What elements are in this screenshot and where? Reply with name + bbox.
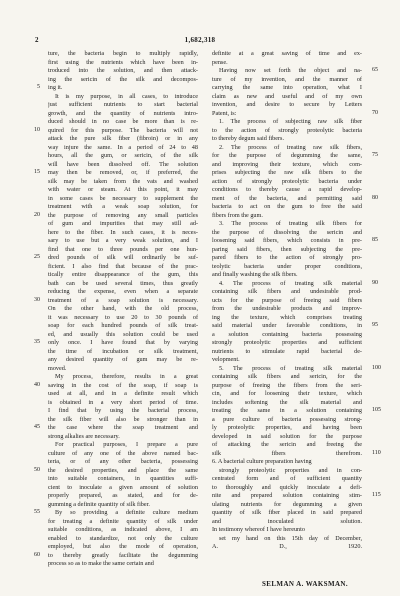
text-line: By so providing a definite culture medium (55, 509, 198, 516)
text-line: strongly proteolytic properties and sufficient (212, 339, 362, 346)
text-line: tically entire disappearance of the gum, this (48, 271, 198, 278)
text-line: to thoroughly and quickly inoculate a defi- (212, 483, 362, 491)
line-number: 115 (372, 492, 381, 498)
text-line: 5. The process of treating silk material (219, 364, 362, 372)
text-line: enabled to standardize, not only the culture (48, 534, 198, 542)
line-number: 20 (34, 211, 40, 218)
text-line: suitable conditions, as indicated above, I am (48, 526, 198, 533)
text-line: reducing the expense, even when a separate (48, 288, 198, 295)
text-line: hours, all the gum, or sericin, of the silk (48, 152, 198, 159)
line-number: 40 (34, 381, 40, 388)
text-line: In testimony whereof I have hereunto (212, 526, 305, 533)
line-number: 50 (34, 466, 40, 473)
text-line: developed in said solution for the purpose (212, 432, 362, 440)
line-number: 35 (34, 339, 40, 345)
text-line: action of strongly proteolytic bacteria under (212, 177, 362, 185)
text-line: just sufficient nutrients to start bacterial (48, 101, 198, 108)
text-line: It is my purpose, in all cases, to introduce (55, 92, 198, 100)
line-number: 60 (34, 551, 40, 558)
text-line: teria, or of any other bacteria, possessing (48, 458, 198, 465)
text-line: ucts for the purpose of freeing said fibers (212, 296, 362, 304)
text-line: 6. A bacterial culture preparation having (212, 458, 312, 465)
text-line: pared fibers to the action of strongly pro- (212, 254, 362, 261)
text-line: gumming a definite quantity of silk fiber. (48, 500, 150, 508)
line-number: 70 (372, 109, 378, 116)
text-line: is obtained in a very short period of time. (48, 398, 198, 406)
right-text-column (212, 50, 362, 552)
text-line: ture of my invention, and the manner of (212, 75, 362, 83)
text-line: process so as to make the same certain and (48, 560, 154, 567)
text-line: with water or steam. At this point, it may (48, 186, 198, 193)
text-line: may then be removed, or, if preferred, the (48, 169, 198, 176)
text-line: will have been dissolved off. The solution (48, 160, 198, 168)
text-line: treatment of a soap solution is necessary. (48, 296, 198, 304)
text-line: soap for each hundred pounds of silk treat- (48, 322, 198, 329)
text-line: silk fibers therefrom. (212, 449, 362, 457)
text-line: On the other hand, with the old process, (48, 305, 198, 312)
text-line: to the action of strongly proteolytic bacteria (212, 126, 362, 134)
text-line: quantity of silk fiber placed in said prepared (212, 509, 362, 516)
text-line: culture of any one of the above named bac- (48, 449, 198, 457)
text-line: claim as new and useful and of my own (212, 92, 362, 100)
patent-number: 1,682,318 (184, 36, 216, 44)
line-number: 65 (372, 67, 378, 73)
text-line: Patent, is: (212, 109, 237, 117)
text-line: carrying the same into operation, what I (212, 84, 362, 91)
text-line: treatment with a weak soap solution, for (48, 203, 198, 210)
page-number: 2 (35, 36, 39, 44)
text-line: quired for this purpose. The bacteria will not (48, 126, 198, 134)
text-line: attack the pure silk fiber (fibroin) or in any (48, 135, 198, 142)
text-line: to thereby greatly facilitate the degumming (48, 551, 198, 559)
text-line: dred pounds of silk will ordinarily be suf- (48, 254, 198, 261)
text-line: loosening said fibers, which consists in pre- (212, 237, 362, 244)
text-line: the silk fiber will also be stronger than in (48, 415, 198, 423)
line-number: 110 (372, 449, 381, 456)
text-line: and finally washing the silk fibers. (212, 271, 298, 278)
text-line: ulating nutrients for degumming a given (212, 500, 362, 508)
text-line: strong alkalies are necessary. (48, 432, 120, 440)
text-line: A. D., 1920. (212, 543, 362, 550)
text-line: nutrients to stimulate rapid bacterial de- (212, 347, 362, 355)
text-line: only once. I have found that by varying (48, 339, 198, 346)
text-line: any desired quantity of gum may be re- (48, 356, 198, 363)
text-line: the desired properties, and place the same (48, 466, 198, 474)
line-number: 10 (34, 126, 40, 133)
text-line: silk may be taken from the vats and washed (48, 177, 198, 185)
text-line: 1. The process of subjecting raw silk fiber (219, 118, 362, 125)
text-line: here to the fiber. In such cases, it is neces- (48, 228, 198, 236)
text-line: definite at a great saving of time and ex- (212, 50, 362, 57)
text-line: cin, and for loosening their texture, which (212, 390, 362, 397)
text-line: cient to inoculate a given amount of solution (48, 483, 198, 491)
text-line: purpose of freeing the fibers from the seri- (212, 381, 362, 389)
line-number: 5 (37, 84, 40, 90)
text-line: way injure the same. In a period of 24 to 48 (48, 143, 198, 151)
line-number: 90 (372, 279, 378, 286)
text-line: includes softening the silk material and (212, 398, 362, 406)
text-line: used at all, and in a definite result which (48, 390, 198, 397)
text-line: properly prepared, as stated, and for de- (48, 492, 198, 499)
text-line: the time of incubation or silk treatment, (48, 347, 198, 355)
line-number: 105 (372, 407, 381, 413)
text-line: of attacking the sericin and freeing the (212, 441, 362, 448)
text-line: centrated form and of sufficient quantity (212, 475, 362, 482)
text-line: ed, and usually this solution could be used (48, 330, 198, 338)
text-line: employed, but also the mode of operation, (48, 543, 198, 550)
line-number: 15 (34, 169, 40, 175)
text-line: from the undesirable products and improv- (212, 305, 362, 312)
text-line: find that one to three pounds per one hun- (48, 245, 198, 253)
text-line: paring said fibers, then subjecting the pre- (212, 245, 362, 253)
text-line: fibers from the gum. (212, 211, 263, 219)
line-number: 85 (372, 237, 378, 243)
text-line: the purpose of dissolving the sericin and (212, 228, 362, 236)
text-line: 4. The process of treating silk material (219, 279, 362, 287)
text-line: nite and prepared solution containing stim- (212, 492, 362, 499)
text-line: it was necessary to use 20 to 30 pounds of (48, 313, 198, 321)
text-line: containing silk fibers and undesirable prod- (212, 288, 362, 295)
text-line: I find that by using the bacterial process, (48, 407, 198, 414)
line-number: 30 (34, 296, 40, 303)
line-number: 55 (34, 509, 40, 515)
text-line: the purpose of removing any small particles (48, 211, 198, 219)
text-line: in some cases be necessary to supplement the (48, 194, 198, 202)
inventor-signature: SELMAN A. WAKSMAN. (262, 580, 349, 588)
text-line: ing the sericin of the silk and decompos- (48, 75, 198, 83)
text-line: 2. The process of treating raw silk fibers, (219, 143, 362, 151)
line-number: 80 (372, 194, 378, 201)
text-line: moved. (48, 364, 67, 372)
line-number: 25 (34, 254, 40, 260)
text-line: of gum and impurities that may still ad- (48, 220, 198, 227)
text-line: duced should in no case be more than is re- (48, 118, 198, 125)
text-line: bath can be used several times, thus greatly (48, 279, 198, 287)
text-line: ly proteolytic properties, and having been (212, 424, 362, 431)
text-line: For practical purposes, I prepare a pure (55, 441, 198, 448)
text-line: pense. (212, 58, 228, 66)
text-line: sary to use but a very weak solution, and I (48, 237, 198, 244)
text-line: strongly proteolytic properties and in con- (219, 466, 362, 474)
text-line: velopment. (212, 356, 240, 363)
line-number: 45 (34, 424, 40, 430)
text-line: teolytic bacteria under proper conditions, (212, 262, 362, 270)
text-line: ing it. (48, 84, 63, 91)
text-line: for the purpose of degumming the same, (212, 152, 362, 159)
text-line: My process, therefore, results in a great (55, 373, 198, 380)
text-line: a pure culture of bacteria possessing strong- (212, 415, 362, 423)
text-line: ing the texture, which comprises treating (212, 313, 362, 321)
text-line: ficient. I also find that because of the prac- (48, 262, 198, 270)
text-line: prises subjecting the raw silk fibers to the (212, 169, 362, 176)
text-line: ture, the bacteria begin to multiply rapidly, (48, 50, 198, 57)
text-line: Having now set forth the object and na- (219, 67, 362, 74)
text-line: invention, and desire to secure by Letters (212, 101, 362, 108)
text-line: and inoculated solution. (212, 517, 362, 525)
text-line: troduced into the solution, and then attack- (48, 67, 198, 74)
line-number: 95 (372, 322, 378, 328)
text-line: said material under favorable conditions, in (212, 322, 362, 329)
text-line: set my hand on this 15th day of December, (219, 534, 362, 542)
text-line: into suitable containers, in quantities suffi- (48, 475, 198, 482)
text-line: saving in the cost of the soap, if soap is (48, 381, 198, 389)
left-text-column (48, 50, 198, 569)
text-line: for treating a definite quantity of silk under (48, 517, 198, 525)
text-line: first using the nutrients which have been in- (48, 58, 198, 66)
text-line: treating the same in a solution containing (212, 407, 362, 414)
text-line: the case where the soap treatment and (48, 424, 198, 431)
text-line: to thereby degum said fibers. (212, 135, 284, 142)
text-line: ment of the bacteria, and permitting said (212, 194, 362, 202)
text-line: conditions to thereby cause a rapid develop- (212, 186, 362, 193)
text-line: a solution containing bacteria possessing (212, 330, 362, 338)
text-line: growth, and the quantity of nutrients intro- (48, 109, 198, 117)
text-line: 3. The process of treating silk fibers for (219, 220, 362, 227)
line-number: 75 (372, 152, 378, 158)
line-number: 100 (372, 364, 381, 371)
text-line: containing silk fibers and sericin, for the (212, 373, 362, 380)
text-line: and improving their texture, which com- (212, 160, 362, 168)
text-line: bacteria to act on the gum to free the said (212, 203, 362, 210)
